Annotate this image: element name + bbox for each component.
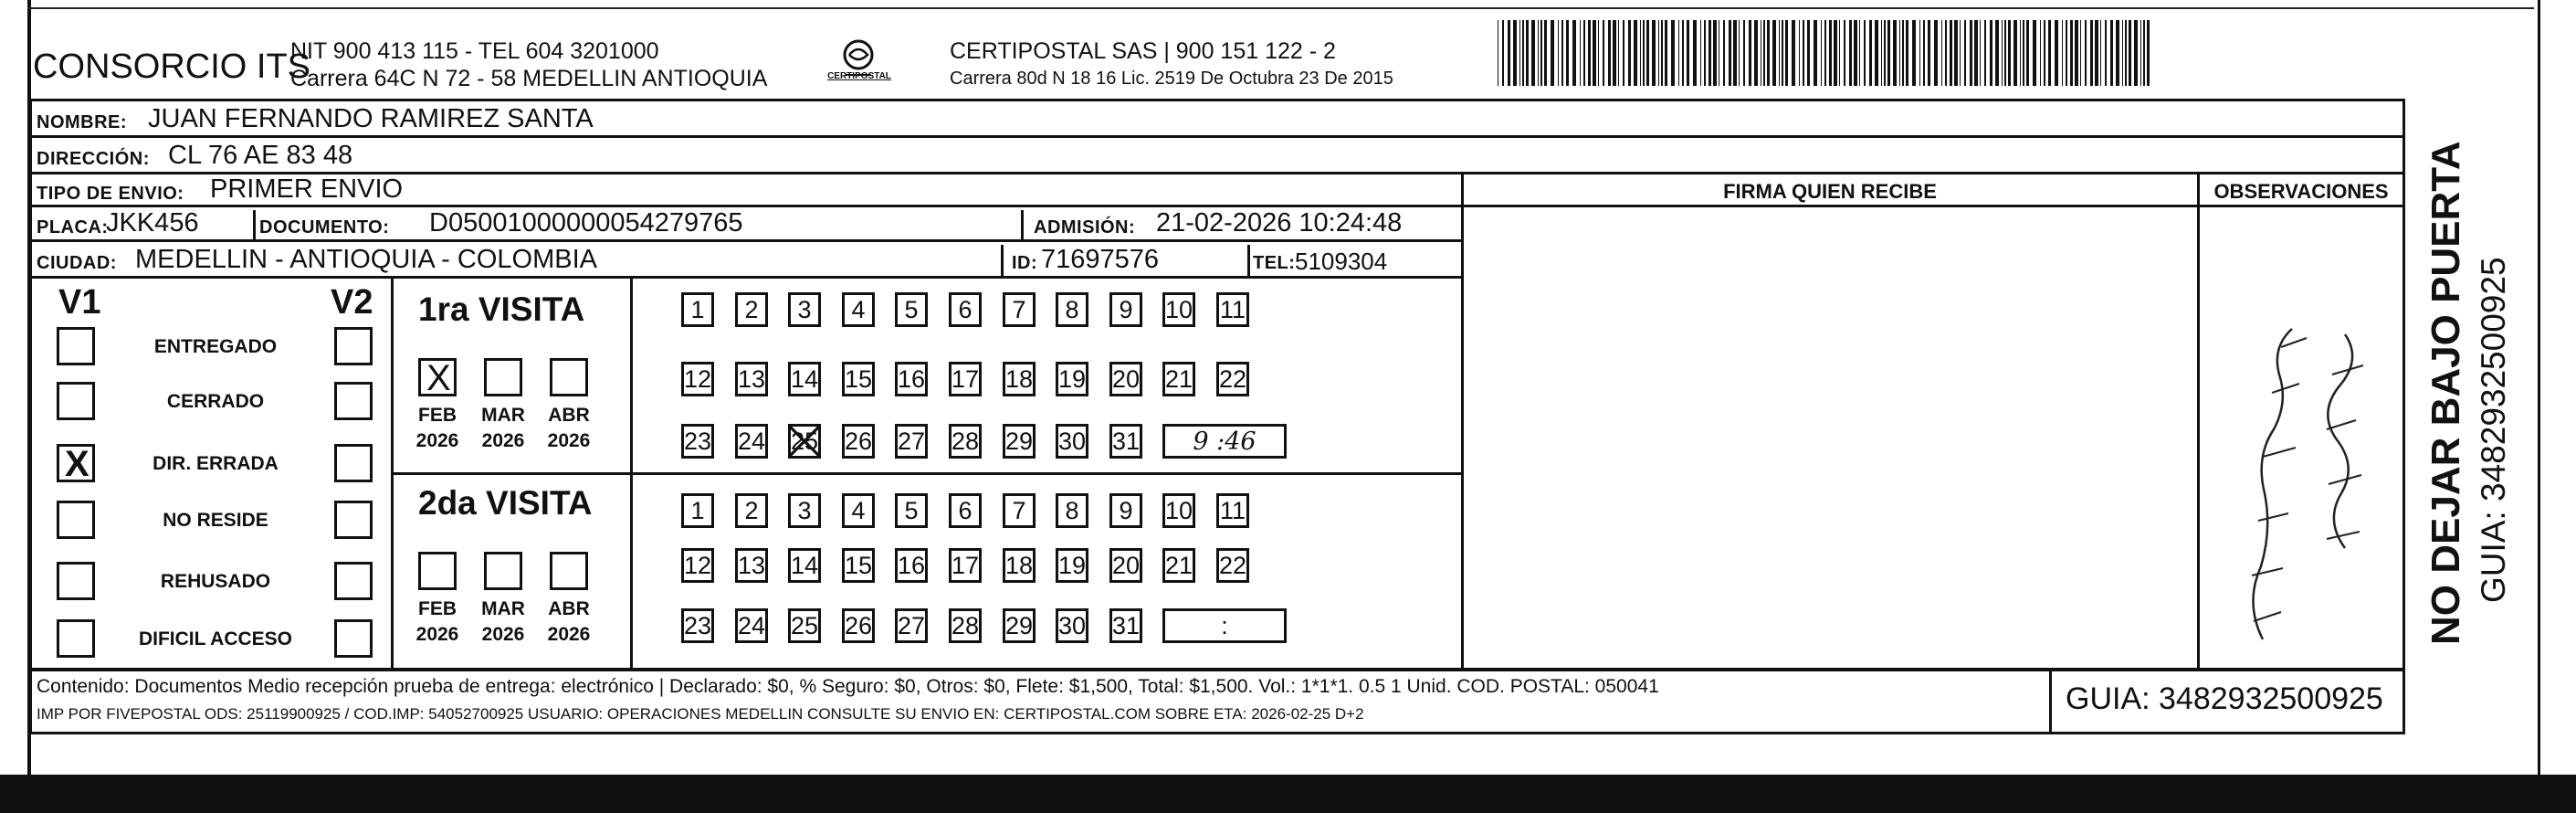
visit1-day-box[interactable]: 20 bbox=[1109, 362, 1142, 396]
barcode-bar bbox=[1849, 20, 1852, 86]
direccion-row bbox=[31, 138, 2403, 174]
barcode-bar bbox=[1763, 20, 1765, 86]
barcode-bar bbox=[2134, 20, 2138, 86]
barcode-bar bbox=[1923, 20, 1925, 86]
visit1-month-checkbox[interactable] bbox=[418, 358, 457, 396]
visit1-month-name: MAR bbox=[481, 405, 525, 426]
visit1-day-box[interactable]: 19 bbox=[1056, 362, 1088, 396]
visit1-day-box[interactable]: 31 bbox=[1109, 424, 1142, 459]
barcode-bar bbox=[1754, 20, 1758, 86]
barcode-bar bbox=[2004, 20, 2006, 86]
no-dejar-warning: NO DEJAR BAJO PUERTA bbox=[2424, 141, 2468, 645]
carrier-line: CERTIPOSTAL SAS | 900 151 122 - 2 bbox=[950, 38, 1336, 64]
visit2-day-box[interactable]: 7 bbox=[1003, 493, 1036, 528]
barcode-bar bbox=[1844, 20, 1845, 86]
barcode-bar bbox=[1749, 20, 1751, 86]
visit1-month-year: 2026 bbox=[481, 430, 525, 451]
barcode-bar bbox=[1583, 20, 1585, 86]
barcode-bar bbox=[1970, 20, 1972, 86]
documento-label: DOCUMENTO: bbox=[259, 217, 390, 238]
visit2-day-box[interactable]: 12 bbox=[681, 548, 714, 583]
barcode-bar bbox=[1544, 20, 1547, 86]
tipo-row bbox=[31, 174, 1463, 207]
firma-header: FIRMA QUIEN RECIBE bbox=[1723, 180, 1937, 203]
barcode-bar bbox=[1960, 20, 1961, 86]
guia-vertical: GUIA: 3482932500925 bbox=[2475, 257, 2512, 603]
firma-header-line bbox=[1461, 205, 2403, 207]
barcode-bar bbox=[2116, 20, 2119, 86]
top-edge-line bbox=[27, 7, 2534, 9]
visit2-day-box[interactable]: 21 bbox=[1162, 548, 1195, 583]
barcode-bar bbox=[2125, 20, 2127, 86]
barcode-bar bbox=[1887, 20, 1890, 86]
handwriting-line1 bbox=[2208, 274, 2213, 275]
visit1-day-box[interactable]: 8 bbox=[1056, 292, 1088, 327]
visit1-day-box[interactable]: 27 bbox=[895, 424, 928, 459]
visit1-month-name: FEB bbox=[418, 405, 457, 426]
barcode-bar bbox=[1502, 20, 1504, 86]
barcode-bar bbox=[2062, 20, 2063, 86]
visit2-day-box[interactable]: 14 bbox=[788, 548, 821, 583]
status-option-label: CERRADO bbox=[166, 391, 265, 412]
barcode-bar bbox=[1821, 20, 1822, 86]
visit2-day-box[interactable]: 20 bbox=[1109, 548, 1142, 583]
barcode-bar bbox=[1869, 20, 1872, 86]
v1-checkbox[interactable] bbox=[57, 619, 95, 658]
footer-print-info: IMP POR FIVEPOSTAL ODS: 25119900925 / COD.IMP: 54052700925 USUARIO: OPERACIONES MEDELLIN CONSULTE SU ENVIO EN: CERTIPOSTAL.COM SOBRE ETA: 2026-02-25 D+2 bbox=[37, 705, 1364, 723]
visit2-day-box[interactable]: 4 bbox=[842, 493, 875, 528]
visit2-month-name: ABR bbox=[548, 598, 590, 619]
barcode-bar bbox=[1608, 20, 1611, 86]
barcode-bar bbox=[1980, 20, 1981, 86]
barcode-bar bbox=[1729, 20, 1731, 86]
v2-header: V2 bbox=[331, 283, 373, 322]
barcode-bar bbox=[1912, 20, 1916, 86]
visit1-day-box[interactable]: 2 bbox=[735, 292, 768, 327]
visit2-day-box[interactable]: 1 bbox=[681, 493, 714, 528]
nombre-value: JUAN FERNANDO RAMIREZ SANTA bbox=[148, 104, 594, 133]
barcode-bar bbox=[1713, 20, 1717, 86]
admision-label: ADMISIÓN: bbox=[1034, 217, 1136, 238]
barcode-bar bbox=[1693, 20, 1697, 86]
barcode-bar bbox=[1700, 20, 1701, 86]
barcode-bar bbox=[2023, 20, 2024, 86]
visit2-month-year: 2026 bbox=[481, 624, 525, 645]
v1-checkbox-mark: X bbox=[65, 444, 89, 484]
month-checkbox-mark: X bbox=[426, 358, 451, 398]
visit1-day-box[interactable]: 17 bbox=[949, 362, 982, 396]
barcode-bar bbox=[1580, 20, 1581, 86]
barcode-bar bbox=[1652, 20, 1656, 86]
barcode-bar bbox=[2085, 20, 2087, 86]
barcode-bar bbox=[1540, 20, 1542, 86]
visit-divider bbox=[393, 472, 1461, 475]
visit2-day-box[interactable]: 8 bbox=[1056, 493, 1088, 528]
barcode-bar bbox=[2008, 20, 2011, 86]
visit2-day-box[interactable]: 19 bbox=[1056, 548, 1088, 583]
barcode bbox=[1498, 20, 2155, 86]
visit1-day-box[interactable]: 5 bbox=[895, 292, 928, 327]
v1-checkbox[interactable] bbox=[57, 501, 95, 539]
barcode-bar bbox=[1906, 20, 1908, 86]
visit2-month-year: 2026 bbox=[415, 624, 459, 645]
id-value: 71697576 bbox=[1041, 245, 1160, 274]
visit2-day-box[interactable]: 28 bbox=[949, 608, 982, 643]
barcode-bar bbox=[1522, 20, 1524, 86]
visit1-time-field[interactable]: 9 :46 bbox=[1162, 424, 1287, 459]
v2-checkbox[interactable] bbox=[334, 562, 373, 600]
barcode-bar bbox=[1603, 20, 1604, 86]
barcode-bar bbox=[1538, 20, 1539, 86]
visit1-day-box[interactable]: 29 bbox=[1003, 424, 1036, 459]
visit2-day-box[interactable]: 27 bbox=[895, 608, 928, 643]
barcode-bar bbox=[2044, 20, 2045, 86]
footer-contents: Contenido: Documentos Medio recepción prueba de entrega: electrónico | Declarado: $0, % Seguro: $0, Otros: $0, Flete: $1,500, Total: $1,500. Vol.: 1*1*1. 0.5 1 Unid. COD. POSTAL: 050041 bbox=[37, 676, 1659, 697]
barcode-bar bbox=[1839, 20, 1840, 86]
logo-text: CERTIPOSTAL bbox=[827, 71, 891, 81]
barcode-bar bbox=[1854, 20, 1857, 86]
barcode-bar bbox=[1704, 20, 1706, 86]
v1-checkbox[interactable] bbox=[57, 444, 95, 482]
barcode-bar bbox=[1733, 20, 1737, 86]
barcode-bar bbox=[1902, 20, 1904, 86]
visit1-month-checkbox[interactable] bbox=[550, 358, 588, 396]
barcode-bar bbox=[1803, 20, 1804, 86]
visit2-day-box[interactable]: 31 bbox=[1109, 608, 1142, 643]
visit1-month-checkbox[interactable] bbox=[484, 358, 522, 396]
observaciones-divider bbox=[2197, 174, 2200, 668]
barcode-bar bbox=[1508, 20, 1510, 86]
v2-checkbox[interactable] bbox=[334, 382, 373, 420]
visit2-day-box[interactable]: 25 bbox=[788, 608, 821, 643]
tel-divider bbox=[1247, 245, 1250, 279]
barcode-bar bbox=[1814, 20, 1817, 86]
barcode-bar bbox=[1593, 20, 1596, 86]
visit2-day-box[interactable]: 30 bbox=[1056, 608, 1088, 643]
visit2-day-box[interactable]: 11 bbox=[1216, 493, 1249, 528]
barcode-bar bbox=[1893, 20, 1897, 86]
visit2-day-box[interactable]: 22 bbox=[1216, 548, 1249, 583]
visit2-day-box[interactable]: 5 bbox=[895, 493, 928, 528]
status-option-label: ENTREGADO bbox=[153, 336, 278, 357]
barcode-bar bbox=[2048, 20, 2051, 86]
barcode-bar bbox=[1884, 20, 1886, 86]
visit1-day-box[interactable]: 30 bbox=[1056, 424, 1088, 459]
barcode-bar bbox=[1829, 20, 1832, 86]
barcode-bar bbox=[1950, 20, 1952, 86]
visit2-day-box[interactable]: 23 bbox=[681, 608, 714, 643]
visit2-day-box[interactable]: 15 bbox=[842, 548, 875, 583]
visit1-day-box[interactable]: 9 bbox=[1109, 292, 1142, 327]
barcode-bar bbox=[2066, 20, 2067, 86]
visit1-day-box[interactable]: 7 bbox=[1003, 292, 1036, 327]
visit2-day-box[interactable]: 24 bbox=[735, 608, 768, 643]
barcode-bar bbox=[1743, 20, 1745, 86]
v1-checkbox[interactable] bbox=[57, 562, 95, 600]
barcode-bar bbox=[1643, 20, 1645, 86]
footer-guia: GUIA: 3482932500925 bbox=[2066, 681, 2383, 716]
visit1-day-box[interactable]: 11 bbox=[1216, 292, 1249, 327]
barcode-bar bbox=[1709, 20, 1711, 86]
visit1-day-box[interactable]: 1 bbox=[681, 292, 714, 327]
nombre-label: NOMBRE: bbox=[37, 112, 128, 132]
visit2-day-box[interactable]: 13 bbox=[735, 548, 768, 583]
barcode-bar bbox=[1623, 20, 1624, 86]
v1-header: V1 bbox=[58, 283, 101, 322]
direccion-value: CL 76 AE 83 48 bbox=[168, 141, 353, 170]
barcode-bar bbox=[1628, 20, 1631, 86]
barcode-bar bbox=[1558, 20, 1559, 86]
barcode-bar bbox=[1875, 20, 1878, 86]
placa-label: PLACA: bbox=[37, 217, 109, 238]
barcode-bar bbox=[1767, 20, 1770, 86]
documento-value: D05001000000054279765 bbox=[429, 208, 743, 238]
barcode-bar bbox=[2147, 20, 2150, 86]
id-divider bbox=[1001, 245, 1004, 279]
handwriting-line2 bbox=[2208, 276, 2213, 277]
barcode-bar bbox=[2070, 20, 2073, 86]
barcode-bar bbox=[1995, 20, 1999, 86]
visit2-month-checkbox[interactable] bbox=[550, 552, 588, 590]
barcode-bar bbox=[2105, 20, 2107, 86]
barcode-bar bbox=[1782, 20, 1783, 86]
status-option-label: DIFICIL ACCESO bbox=[138, 628, 292, 649]
visit1-day-box[interactable]: 25 bbox=[788, 424, 821, 459]
visit1-day-box[interactable]: 16 bbox=[895, 362, 928, 396]
visit1-day-box[interactable]: 3 bbox=[788, 292, 821, 327]
v2-checkbox[interactable] bbox=[334, 444, 373, 482]
nombre-row bbox=[31, 101, 2403, 138]
visit1-day-box[interactable]: 6 bbox=[949, 292, 982, 327]
barcode-bar bbox=[1566, 20, 1569, 86]
admision-divider bbox=[1021, 210, 1024, 242]
visit2-day-box[interactable]: 9 bbox=[1109, 493, 1142, 528]
visit1-title: 1ra VISITA bbox=[418, 290, 585, 328]
placa-value: JKK456 bbox=[106, 208, 199, 238]
v2-checkbox[interactable] bbox=[334, 327, 373, 365]
visit1-day-box[interactable]: 18 bbox=[1003, 362, 1036, 396]
barcode-bar bbox=[1779, 20, 1780, 86]
visit2-month-year: 2026 bbox=[547, 624, 591, 645]
barcode-bar bbox=[2033, 20, 2036, 86]
v2-checkbox[interactable] bbox=[334, 501, 373, 539]
visit1-day-box[interactable]: 10 bbox=[1162, 292, 1195, 327]
barcode-bar bbox=[1513, 20, 1517, 86]
barcode-bar bbox=[2129, 20, 2131, 86]
barcode-bar bbox=[1526, 20, 1529, 86]
barcode-bar bbox=[1588, 20, 1591, 86]
footer-divider bbox=[2049, 669, 2052, 734]
barcode-bar bbox=[1934, 20, 1938, 86]
certipostal-logo bbox=[827, 38, 891, 90]
barcode-bar bbox=[1665, 20, 1667, 86]
barcode-bar bbox=[2075, 20, 2078, 86]
tel-value: 5109304 bbox=[1295, 248, 1388, 275]
barcode-bar bbox=[1772, 20, 1776, 86]
visit1-day-box[interactable]: 15 bbox=[842, 362, 875, 396]
barcode-bar bbox=[1687, 20, 1689, 86]
barcode-bar bbox=[2013, 20, 2017, 86]
visit1-day-box[interactable]: 26 bbox=[842, 424, 875, 459]
visit1-day-box[interactable]: 4 bbox=[842, 292, 875, 327]
barcode-bar bbox=[2140, 20, 2141, 86]
barcode-bar bbox=[2002, 20, 2003, 86]
barcode-bar bbox=[1881, 20, 1882, 86]
barcode-bar bbox=[1945, 20, 1947, 86]
barcode-bar bbox=[1824, 20, 1826, 86]
observaciones-header: OBSERVACIONES bbox=[2213, 180, 2389, 203]
visit2-title: 2da VISITA bbox=[418, 484, 593, 522]
carrier-address: Carrera 80d N 18 16 Lic. 2519 De Octubra 23 De 2015 bbox=[950, 69, 1393, 89]
barcode-bar bbox=[1954, 20, 1958, 86]
barcode-bar bbox=[1792, 20, 1795, 86]
barcode-bar bbox=[2143, 20, 2145, 86]
status-option-label: DIR. ERRADA bbox=[152, 453, 279, 474]
visit1-month-year: 2026 bbox=[415, 430, 459, 451]
visit2-day-box[interactable]: 2 bbox=[735, 493, 768, 528]
barcode-bar bbox=[2110, 20, 2113, 86]
barcode-bar bbox=[1919, 20, 1920, 86]
visit1-day-box[interactable]: 23 bbox=[681, 424, 714, 459]
visit2-time-field[interactable]: : bbox=[1162, 608, 1287, 643]
visit2-day-box[interactable]: 17 bbox=[949, 548, 982, 583]
tipo-value: PRIMER ENVIO bbox=[210, 174, 404, 204]
barcode-bar bbox=[1723, 20, 1725, 86]
barcode-bar bbox=[1661, 20, 1663, 86]
barcode-bar bbox=[1739, 20, 1740, 86]
company-address: Carrera 64C N 72 - 58 MEDELLIN ANTIOQUIA bbox=[290, 66, 768, 91]
admision-value: 21-02-2026 10:24:48 bbox=[1156, 208, 1403, 238]
ciudad-value: MEDELLIN - ANTIOQUIA - COLOMBIA bbox=[135, 245, 597, 274]
barcode-bar bbox=[2090, 20, 2093, 86]
barcode-bar bbox=[2020, 20, 2021, 86]
barcode-bar bbox=[2122, 20, 2123, 86]
barcode-bar bbox=[1899, 20, 1900, 86]
status-option-label: REHUSADO bbox=[160, 571, 271, 592]
barcode-bar bbox=[1561, 20, 1563, 86]
visit1-day-box[interactable]: 22 bbox=[1216, 362, 1249, 396]
barcode-bar bbox=[1864, 20, 1866, 86]
barcode-bar bbox=[1834, 20, 1837, 86]
barcode-bar bbox=[1799, 20, 1800, 86]
tel-label: TEL: bbox=[1253, 253, 1296, 273]
visit1-month-year: 2026 bbox=[547, 430, 591, 451]
barcode-bar bbox=[1646, 20, 1649, 86]
barcode-bar bbox=[1634, 20, 1637, 86]
v1-checkbox[interactable] bbox=[57, 327, 95, 365]
barcode-bar bbox=[1519, 20, 1520, 86]
v1-checkbox[interactable] bbox=[57, 382, 95, 420]
ciudad-label: CIUDAD: bbox=[37, 253, 117, 273]
visit2-day-box[interactable]: 18 bbox=[1003, 548, 1036, 583]
id-label: ID: bbox=[1012, 253, 1038, 273]
barcode-bar bbox=[2095, 20, 2098, 86]
visit1-day-box[interactable]: 21 bbox=[1162, 362, 1195, 396]
barcode-bar bbox=[1785, 20, 1788, 86]
visit2-day-box[interactable]: 29 bbox=[1003, 608, 1036, 643]
barcode-bar bbox=[1974, 20, 1978, 86]
visit1-day-box[interactable]: 24 bbox=[735, 424, 768, 459]
v2-checkbox[interactable] bbox=[334, 619, 373, 658]
barcode-bar bbox=[1807, 20, 1810, 86]
barcode-bar bbox=[1682, 20, 1684, 86]
barcode-bar bbox=[1964, 20, 1966, 86]
barcode-bar bbox=[1551, 20, 1554, 86]
barcode-bar bbox=[1531, 20, 1535, 86]
visit2-day-box[interactable]: 6 bbox=[949, 493, 982, 528]
barcode-bar bbox=[2040, 20, 2041, 86]
barcode-bar bbox=[2026, 20, 2029, 86]
status-option-label: NO RESIDE bbox=[163, 510, 268, 531]
visit2-month-checkbox[interactable] bbox=[418, 552, 457, 590]
firma-divider bbox=[1461, 174, 1464, 668]
visit2-month-checkbox[interactable] bbox=[484, 552, 522, 590]
barcode-bar bbox=[1941, 20, 1942, 86]
barcode-bar bbox=[2100, 20, 2101, 86]
barcode-bar bbox=[1990, 20, 1992, 86]
bottom-bar bbox=[0, 775, 2576, 813]
barcode-bar bbox=[1671, 20, 1675, 86]
handwritten-observations bbox=[2208, 274, 2391, 658]
company-name: CONSORCIO ITS bbox=[33, 48, 311, 86]
barcode-bar bbox=[1572, 20, 1576, 86]
placa-divider bbox=[253, 210, 256, 242]
barcode-bar bbox=[1640, 20, 1641, 86]
visit2-day-box[interactable]: 10 bbox=[1162, 493, 1195, 528]
barcode-bar bbox=[1859, 20, 1860, 86]
visit2-day-box[interactable]: 3 bbox=[788, 493, 821, 528]
barcode-bar bbox=[1613, 20, 1616, 86]
placa-row bbox=[31, 207, 1463, 242]
visit1-day-box[interactable]: 28 bbox=[949, 424, 982, 459]
barcode-bar bbox=[1658, 20, 1659, 86]
barcode-bar bbox=[1984, 20, 1986, 86]
nit-line: NIT 900 413 115 - TEL 604 3201000 bbox=[290, 38, 659, 64]
barcode-bar bbox=[2055, 20, 2058, 86]
visit1-day-box[interactable]: 14 bbox=[788, 362, 821, 396]
barcode-bar bbox=[2080, 20, 2081, 86]
visit1-day-box[interactable]: 13 bbox=[735, 362, 768, 396]
direccion-label: DIRECCIÓN: bbox=[37, 149, 150, 169]
visit2-month-name: FEB bbox=[418, 598, 457, 619]
barcode-bar bbox=[1678, 20, 1679, 86]
tipo-label: TIPO DE ENVIO: bbox=[37, 184, 184, 204]
visit2-month-name: MAR bbox=[481, 598, 525, 619]
barcode-bar bbox=[1618, 20, 1619, 86]
barcode-bar bbox=[1928, 20, 1930, 86]
visit2-day-box[interactable]: 26 bbox=[842, 608, 875, 643]
visit1-day-box[interactable]: 12 bbox=[681, 362, 714, 396]
barcode-bar bbox=[1598, 20, 1599, 86]
visit2-day-box[interactable]: 16 bbox=[895, 548, 928, 583]
visit1-month-name: ABR bbox=[548, 405, 590, 426]
